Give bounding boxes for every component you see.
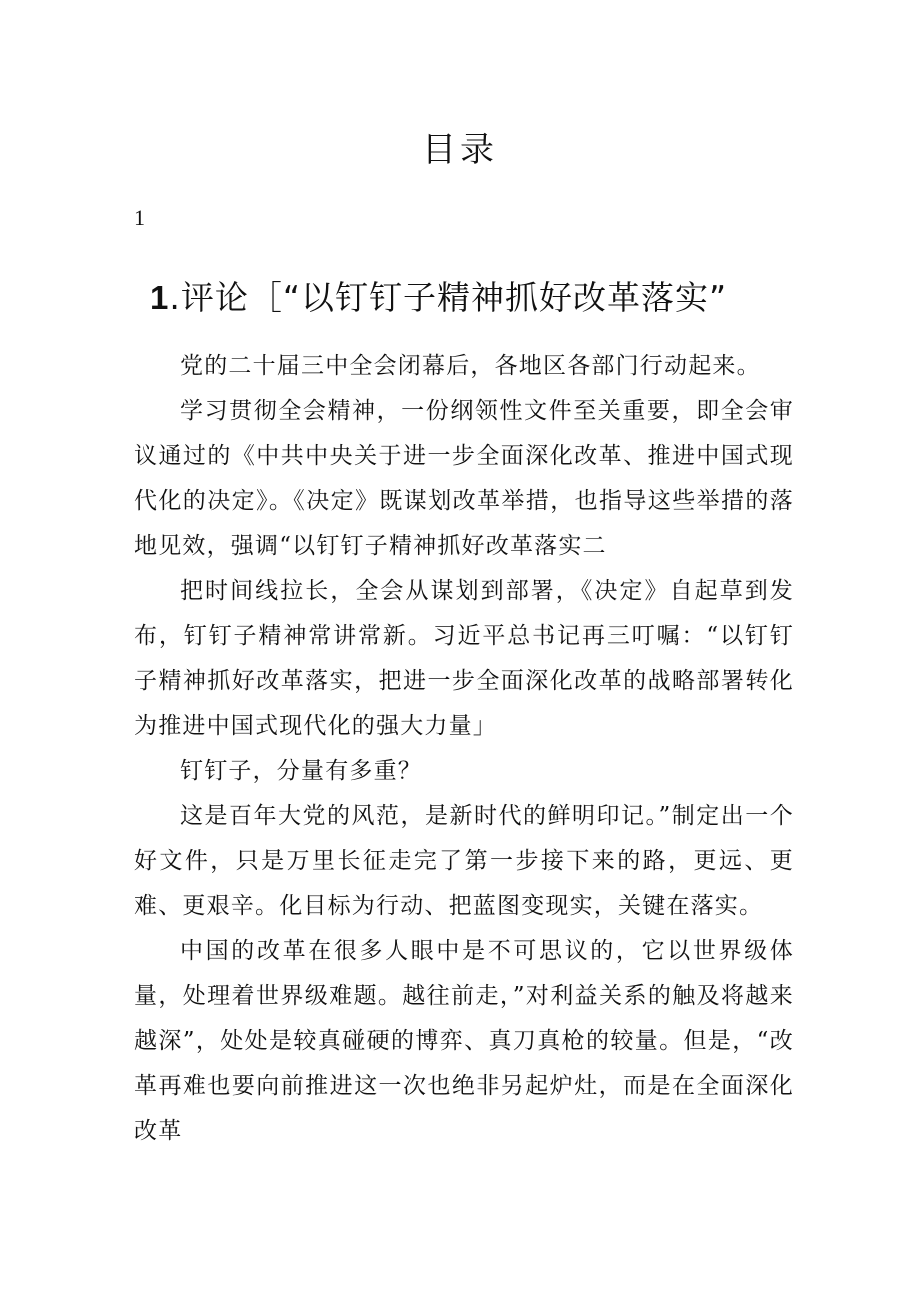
section-number: 1 [150,279,170,316]
paragraph: 学习贯彻全会精神，一份纲领性文件至关重要，即全会审议通过的《中共中央关于进一步全面深化改革、推进中国式现代化的决定》。《决定》既谋划改革举措，也指导这些举措的落地见效，强调“以钉钉子精神抓好改革落实二 [134,398,794,559]
section-title: .评论［“以钉钉子精神抓好改革落实” [169,278,728,317]
body-text [134,344,794,1154]
paragraph: 这是百年大党的风范，是新时代的鲜明印记。”制定出一个好文件，只是万里长征走完了第一步接下来的路，更远、更难、更艰辛。化目标为行动、把蓝图变现实，关键在落实。 [134,803,794,919]
paragraph: 党的二十届三中全会闭幕后，各地区各部门行动起来。 [180,353,761,379]
paragraph: 把时间线拉长，全会从谋划到部署，《决定》自起草到发布，钉钉子精神常讲常新。习近平总书记再三叮嘱：“以钉钉子精神抓好改革落实，把进一步全面深化改革的战略部署转化为推进中国式现代化的强大力量」 [134,578,794,739]
paragraph: 钉钉子，分量有多重？ [180,758,422,784]
toc-entry: 1 [134,205,145,230]
paragraph: 中国的改革在很多人眼中是不可思议的，它以世界级体量，处理着世界级难题。越往前走，”对利益关系的触及将越来越深”，处处是较真碰硬的博弈、真刀真枪的较量。但是，“改革再难也要向前推进这一次也绝非另起炉灶，而是在全面深化改革 [134,938,794,1144]
section-heading [150,276,727,320]
toc-title: 目录 [422,130,498,170]
